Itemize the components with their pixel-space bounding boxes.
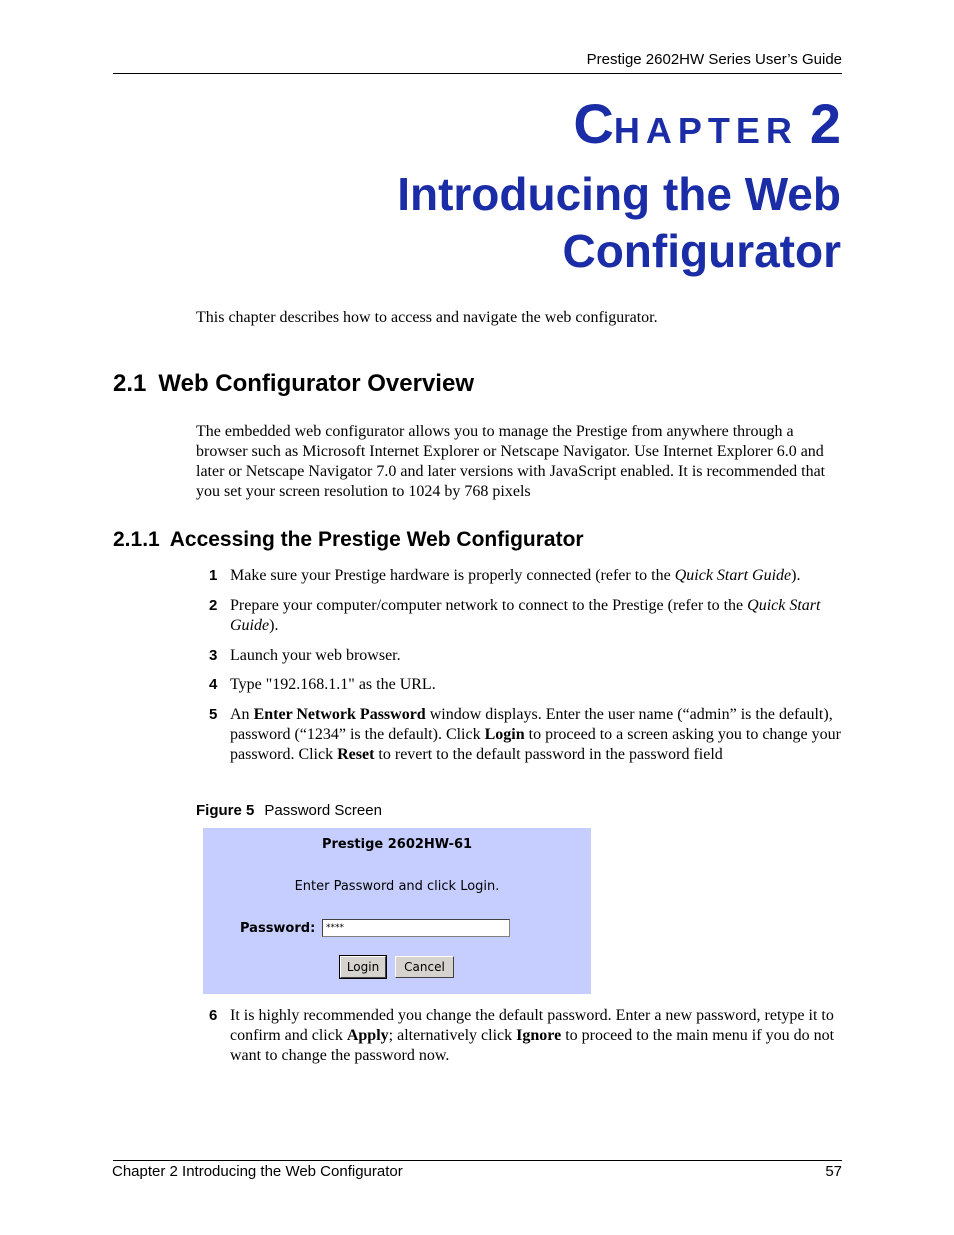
header-rule bbox=[113, 73, 842, 74]
step-number: 4 bbox=[209, 676, 218, 693]
section-number: 2.1 bbox=[113, 370, 147, 397]
chapter-title bbox=[241, 166, 841, 280]
password-screen bbox=[203, 828, 591, 994]
step-text: An Enter Network Password window displays. Enter the user name (“admin” is the default), password (“1234” is the default). Click Login to proceed to a screen asking you to change your password. Click Reset to revert to the default password in the password field bbox=[230, 706, 841, 763]
chapter-title-line-1: Introducing the Web bbox=[397, 168, 841, 220]
section-title: Accessing the Prestige Web Configurator bbox=[169, 528, 584, 551]
chapter-title-line-2: Configurator bbox=[562, 225, 841, 277]
intro-paragraph: This chapter describes how to access and navigate the web configurator. bbox=[196, 309, 658, 326]
step-5 bbox=[209, 705, 844, 765]
figure-label: Figure 5 bbox=[196, 802, 255, 819]
step-text: Type "192.168.1.1" as the URL. bbox=[230, 676, 436, 693]
device-title: Prestige 2602HW-61 bbox=[321, 837, 473, 852]
footer-rule bbox=[113, 1160, 842, 1161]
running-header: Prestige 2602HW Series User’s Guide bbox=[586, 51, 842, 68]
section-2-1-1-heading bbox=[113, 528, 584, 552]
chapter-label-initial: C bbox=[573, 92, 614, 155]
step-number: 3 bbox=[209, 647, 218, 664]
step-number: 5 bbox=[209, 706, 218, 723]
password-label: Password: bbox=[240, 921, 316, 936]
login-button[interactable]: Login bbox=[340, 956, 386, 978]
step-1 bbox=[209, 566, 844, 586]
section-title: Web Configurator Overview bbox=[158, 370, 474, 397]
section-number: 2.1.1 bbox=[113, 528, 160, 551]
step-text: It is highly recommended you change the default password. Enter a new password, retype it to confirm and click Apply; alternatively click Ignore to proceed to the main menu if you do not want to change the password now. bbox=[230, 1007, 835, 1064]
step-number: 2 bbox=[209, 597, 218, 614]
section-2-1-heading bbox=[113, 370, 474, 398]
footer-chapter-title: Chapter 2 Introducing the Web Configurator bbox=[112, 1163, 403, 1180]
step-text: Make sure your Prestige hardware is properly connected (refer to the Quick Start Guide). bbox=[230, 567, 801, 584]
figure-caption bbox=[196, 802, 382, 819]
chapter-label-rest: HAPTER bbox=[613, 110, 798, 151]
step-2 bbox=[209, 596, 844, 636]
cancel-button[interactable]: Cancel bbox=[395, 956, 454, 978]
step-4 bbox=[209, 675, 844, 695]
step-text: Prepare your computer/computer network to connect to the Prestige (refer to the Quick Start Guide). bbox=[230, 597, 821, 634]
step-text: Launch your web browser. bbox=[230, 647, 401, 664]
login-prompt: Enter Password and click Login. bbox=[294, 879, 500, 894]
chapter-number: 2 bbox=[809, 92, 841, 155]
step-number: 1 bbox=[209, 567, 218, 584]
password-input[interactable] bbox=[322, 919, 510, 937]
page-number: 57 bbox=[825, 1163, 842, 1180]
step-3 bbox=[209, 646, 844, 666]
step-number: 6 bbox=[209, 1007, 218, 1024]
chapter-heading bbox=[573, 92, 841, 155]
figure-caption-text: Password Screen bbox=[264, 802, 382, 819]
step-6 bbox=[209, 1006, 844, 1066]
overview-paragraph: The embedded web configurator allows you to manage the Prestige from anywhere through a browser such as Microsoft Internet Explorer or Netscape Navigator. Use Internet Explorer 6.0 and later or Netscape Navigator 7.0 and later versions with JavaScript enabled. It is recommended that you set your screen resolution to 1024 by 768 pixels bbox=[196, 423, 826, 500]
